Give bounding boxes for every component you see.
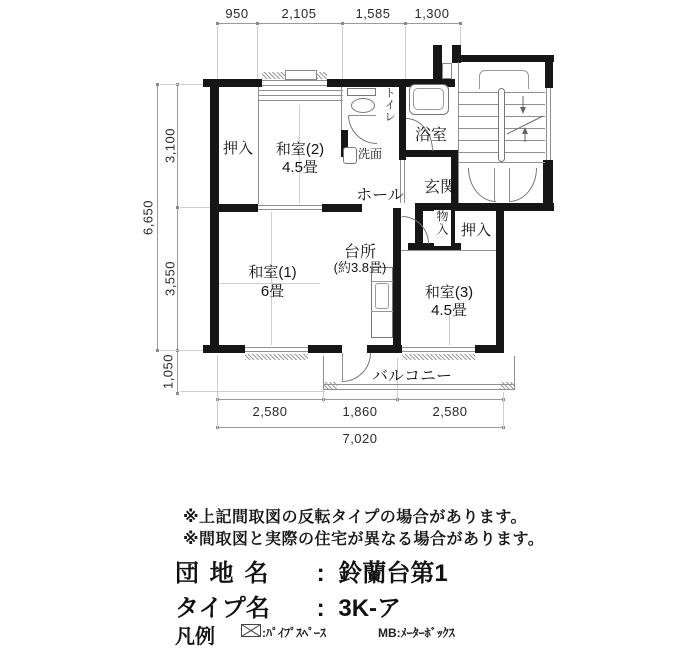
wall <box>322 204 362 212</box>
extension-line <box>323 392 324 403</box>
dim-bottom-2: 1,860 <box>342 404 378 419</box>
partition-line <box>341 87 342 130</box>
tick-dot <box>216 22 219 25</box>
room-label-bath: 浴室 <box>414 127 447 144</box>
door-leaf <box>348 115 376 116</box>
partition-line <box>401 250 496 251</box>
dim-top-3: 1,585 <box>355 6 391 21</box>
room-label-kitchen-size: (約3.8畳) <box>333 260 387 275</box>
closet-front-line <box>258 100 343 101</box>
legend-title: 凡例 <box>175 626 215 648</box>
closet-front-line <box>258 95 343 96</box>
room-label-washitsu2: 和室(2) <box>275 141 325 158</box>
type-name-label: タイプ名 <box>175 595 270 622</box>
door-arc <box>348 115 377 144</box>
door-arc <box>468 168 496 202</box>
danchi-name-value: 鈴蘭台第1 <box>338 560 448 587</box>
door-leaf <box>494 168 495 201</box>
dimension-line <box>217 23 460 24</box>
closet-front-line <box>258 90 343 91</box>
door-arc <box>342 353 371 382</box>
balcony-line <box>323 389 515 390</box>
tick-dot <box>156 349 159 352</box>
wall <box>451 208 455 246</box>
type-name-value: 3K-ア <box>338 595 402 622</box>
wall <box>210 79 219 352</box>
window <box>245 351 308 352</box>
dim-left-1: 3,100 <box>162 127 178 164</box>
extension-line <box>503 392 504 430</box>
wall <box>461 55 554 62</box>
dim-left-2: 3,550 <box>162 260 178 297</box>
window <box>402 347 475 348</box>
danchi-name-row <box>175 553 448 588</box>
kitchen-counter-icon <box>371 311 393 312</box>
bathtub-icon <box>413 88 444 110</box>
wall <box>393 208 401 352</box>
dim-bottom-1: 2,580 <box>252 404 288 419</box>
room-label-toilet: トイレ <box>383 87 395 123</box>
dim-top-2: 2,105 <box>281 6 317 21</box>
room-label-oshiire-top: 押入 <box>222 140 253 157</box>
balcony-divider <box>323 382 337 389</box>
wall <box>433 45 442 79</box>
wall <box>219 204 258 212</box>
tick-dot <box>176 206 179 209</box>
window <box>550 88 551 160</box>
window <box>245 347 308 348</box>
sliding-door-line <box>258 209 322 210</box>
extension-line <box>217 355 218 430</box>
dimension-line <box>157 84 158 350</box>
room-label-washitsu3: 和室(3) <box>424 284 474 301</box>
door-arc <box>509 168 537 202</box>
dimension-line <box>217 427 503 428</box>
sliding-door-line <box>258 205 322 206</box>
wall <box>308 345 342 353</box>
room-label-hall: ホール <box>356 187 404 204</box>
legend-pipe-space: :ﾊﾟｲﾌﾟｽﾍﾟｰｽ <box>262 626 326 640</box>
room-label-washitsu2-size: 4.5畳 <box>282 159 318 176</box>
wall <box>496 205 504 352</box>
dim-left-3: 1,050 <box>160 353 176 390</box>
window <box>262 80 327 81</box>
washbasin-icon <box>343 147 357 164</box>
door-arc <box>402 216 429 244</box>
kitchen-counter-icon <box>371 281 393 282</box>
window-hatch <box>402 354 475 360</box>
window-box <box>285 70 317 80</box>
room-label-washitsu3-size: 4.5畳 <box>431 302 467 319</box>
stair-direction-arrow-icon <box>503 92 548 147</box>
room-label-genkan: 玄関 <box>423 179 456 196</box>
legend-meter-box: MB:ﾒｰﾀｰﾎﾞｯｸｽ <box>378 626 455 640</box>
extension-line <box>405 26 406 79</box>
wall <box>452 45 461 63</box>
tick-dot <box>256 22 259 25</box>
type-name-row <box>175 588 401 623</box>
wall <box>399 150 458 157</box>
balcony-divider <box>500 382 514 389</box>
toilet-icon <box>347 88 376 96</box>
wall <box>203 345 245 353</box>
room-label-senmen: 洗面 <box>358 147 383 161</box>
note-line-2: ※間取図と実際の住宅が異なる場合があります。 <box>183 531 545 548</box>
window <box>262 85 327 86</box>
door-leaf <box>509 168 510 201</box>
room-label-oshiire-right: 押入 <box>460 222 491 239</box>
tick-dot <box>404 22 407 25</box>
wall <box>475 345 504 353</box>
dim-bottom-3: 2,580 <box>432 404 468 419</box>
kitchen-sink-icon <box>375 283 389 309</box>
colon: : <box>316 560 325 587</box>
tick-dot <box>176 392 179 395</box>
room-label-monoire: 物入 <box>434 210 451 246</box>
window-hatch <box>245 354 308 360</box>
toilet-icon <box>351 98 375 113</box>
room-label-balcony: バルコニー <box>372 368 453 385</box>
dimension-line <box>217 399 503 400</box>
wall <box>545 55 553 88</box>
extension-line <box>257 26 258 79</box>
dim-bottom-total: 7,020 <box>342 431 378 446</box>
tick-dot <box>341 22 344 25</box>
room-label-washitsu1-size: 6畳 <box>260 283 285 300</box>
extension-line <box>180 391 325 392</box>
pipe-space-icon <box>241 624 261 637</box>
door-leaf <box>342 353 343 382</box>
wall <box>367 345 402 353</box>
danchi-name-label: 団 地 名 <box>175 560 271 587</box>
stair-upper-landing <box>479 70 529 89</box>
tick-dot <box>156 83 159 86</box>
dim-top-4: 1,300 <box>414 6 450 21</box>
room-label-kitchen: 台所 <box>343 244 376 261</box>
extension-line <box>217 26 218 79</box>
extension-line <box>342 26 343 79</box>
window <box>402 351 475 352</box>
tick-dot <box>459 22 462 25</box>
dim-top-1: 950 <box>225 6 249 21</box>
pipe-space-box <box>442 63 452 79</box>
colon: : <box>316 595 325 622</box>
stair-landing-line <box>459 162 545 163</box>
note-line-1: ※上記間取図の反転タイプの場合があります。 <box>183 509 527 526</box>
dim-left-total: 6,650 <box>140 199 156 236</box>
room-label-washitsu1: 和室(1) <box>248 264 297 281</box>
